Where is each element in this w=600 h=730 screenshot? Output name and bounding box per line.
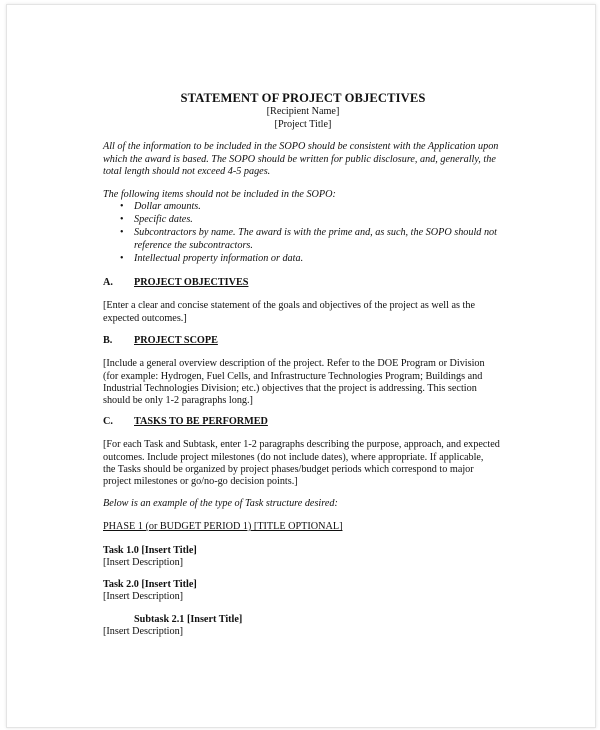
section-a-body-line: expected outcomes.] bbox=[103, 313, 187, 324]
section-c-body-line: outcomes. Include project milestones (do not include dates), where appropriate. If applicable, bbox=[103, 452, 484, 463]
intro-line: All of the information to be included in the SOPO should be consistent with the Application upon bbox=[103, 141, 499, 152]
bullet-item: Subcontractors by name. The award is with the prime and, as such, the SOPO should not bbox=[134, 227, 497, 238]
section-b-body-line: should be only 1-2 paragraphs long.] bbox=[103, 395, 253, 406]
section-c-body-line: [For each Task and Subtask, enter 1-2 paragraphs describing the purpose, approach, and expected bbox=[103, 439, 500, 450]
section-b-letter: B. bbox=[103, 335, 113, 346]
section-b-body-line: (for example: Hydrogen, Fuel Cells, and Infrastructure Technologies Program; Buildings and bbox=[103, 371, 483, 382]
section-a-heading: PROJECT OBJECTIVES bbox=[134, 277, 249, 288]
section-b-body-line: [Include a general overview description of the project. Refer to the DOE Program or Division bbox=[103, 358, 485, 369]
task-title: Task 2.0 [Insert Title] bbox=[103, 579, 197, 590]
section-c-body-line: the Tasks should be organized by project phases/budget periods which correspond to major bbox=[103, 464, 474, 475]
task-title: Task 1.0 [Insert Title] bbox=[103, 545, 197, 556]
task-description: [Insert Description] bbox=[103, 557, 184, 568]
bullet-item: Specific dates. bbox=[134, 214, 193, 225]
bullet-icon: • bbox=[120, 214, 124, 225]
document-title: STATEMENT OF PROJECT OBJECTIVES bbox=[180, 91, 426, 105]
bullet-item: Intellectual property information or data. bbox=[134, 253, 304, 264]
section-c-letter: C. bbox=[103, 416, 113, 427]
section-b-heading: PROJECT SCOPE bbox=[134, 335, 218, 346]
section-a-body-line: [Enter a clear and concise statement of the goals and objectives of the project as well as the bbox=[103, 300, 475, 311]
document-page bbox=[6, 4, 596, 728]
bullet-item: Dollar amounts. bbox=[134, 201, 201, 212]
bullet-icon: • bbox=[120, 253, 124, 264]
section-c-heading: TASKS TO BE PERFORMED bbox=[134, 416, 268, 427]
bullet-item-continuation: reference the subcontractors. bbox=[134, 240, 253, 251]
phase-heading: PHASE 1 (or BUDGET PERIOD 1) [TITLE OPTIONAL] bbox=[103, 521, 343, 532]
example-note: Below is an example of the type of Task structure desired: bbox=[103, 498, 338, 509]
intro-line: which the award is based. The SOPO should be written for public disclosure, and, generally, the bbox=[103, 154, 496, 165]
section-a-letter: A. bbox=[103, 277, 113, 288]
subtask-title: Subtask 2.1 [Insert Title] bbox=[134, 614, 243, 625]
task-description: [Insert Description] bbox=[103, 591, 184, 602]
bullet-icon: • bbox=[120, 227, 124, 238]
subtask-description: [Insert Description] bbox=[103, 626, 184, 637]
exclusions-intro: The following items should not be included in the SOPO: bbox=[103, 189, 336, 200]
section-b-body-line: Industrial Technologies Division; etc.) objectives that the project is addressing. This section bbox=[103, 383, 477, 394]
intro-line: total length should not exceed 4-5 pages. bbox=[103, 166, 271, 177]
section-c-body-line: project milestones or go/no-go decision points.] bbox=[103, 476, 298, 487]
project-title: [Project Title] bbox=[274, 119, 332, 130]
bullet-icon: • bbox=[120, 201, 124, 212]
recipient-name: [Recipient Name] bbox=[266, 106, 340, 117]
